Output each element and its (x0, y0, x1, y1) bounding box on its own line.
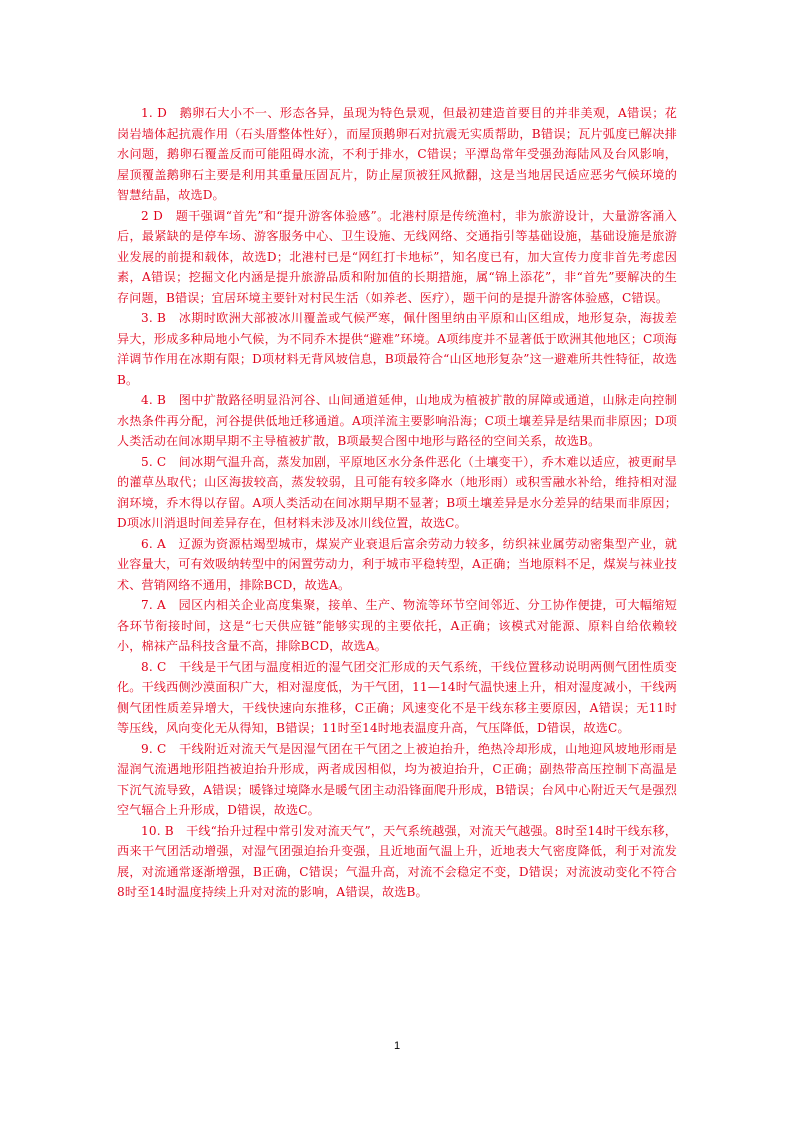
answer-6-explanation: 6. A 辽源为资源枯竭型城市，煤炭产业衰退后富余劳动力较多，纺织袜业属劳动密集型产业，就业容量大，可有效吸纳转型中的闲置劳动力，利于城市平稳转型，A正确；当地原料不足，煤炭与袜业技术、营销网络不通用，排除BCD，故选A。 (117, 536, 677, 592)
answer-2-explanation: 2 D 题干强调“首先”和“提升游客体验感”。北港村原是传统渔村，非为旅游设计，大量游客涌入后，最紧缺的是停车场、游客服务中心、卫生设施、无线网络、交通指引等基础设施，基础设施是旅游业发展的前提和载体，故选D；北港村已是“网红打卡地标”，知名度已有，加大宣传力度非首先考虑因素，A错误；挖掘文化内涵是提升旅游品质和附加值的长期措施，属“锦上添花”，非“首先”要解决的生存问题，B错误；宜居环境主要针对村民生活（如养老、医疗），题干问的是提升游客体验感，C错误。 (117, 208, 677, 305)
answer-8-explanation: 8. C 干线是干气团与温度相近的湿气团交汇形成的天气系统，干线位置移动说明两侧气团性质变化。干线西侧沙漠面积广大，相对湿度低，为干气团，11—14时气温快速上升，相对湿度减小，干线两侧气团性质差异增大，干线快速向东推移，C正确；风速变化不是干线东移主要原因，A错误；无11时等压线，风向变化无从得知，B错误；11时至14时地表温度升高，气压降低，D错误，故选C。 (117, 659, 677, 735)
answer-4-explanation: 4. B 图中扩散路径明显沿河谷、山间通道延伸，山地成为植被扩散的屏障或通道，山脉走向控制水热条件再分配，河谷提供低地迁移通道。A项洋流主要影响沿海；C项土壤差异是结果而非原因；D项人类活动在间冰期早期不主导植被扩散，B项最契合图中地形与路径的空间关系，故选B。 (117, 393, 677, 448)
answer-7-explanation: 7. A 园区内相关企业高度集聚，接单、生产、物流等环节空间邻近、分工协作便捷，可大幅缩短各环节衔接时间，这是“七天供应链”能够实现的主要依托，A正确；该模式对能源、原料自给依赖较小，棉袜产品科技含量不高，排除BCD，故选A。 (117, 598, 677, 653)
answer-explanations (117, 103, 677, 903)
answer-3-explanation: 3. B 冰期时欧洲大部被冰川覆盖或气候严寒，佩什图里纳由平原和山区组成，地形复杂，海拔差异大，形成多种局地小气候，为不同乔木提供“避难”环境。A项纬度并不显著低于欧洲其他地区；C项海洋调节作用在冰期有限；D项材料无背风坡信息，B项最符合“山区地形复杂”这一避难所共性特征，故选B。 (117, 311, 677, 387)
answer-1-explanation: 1. D 鹅卵石大小不一、形态各异，虽现为特色景观，但最初建造首要目的并非美观，A错误；花岗岩墙体起抗震作用（石头厝整体性好），而屋顶鹅卵石对抗震无实质帮助，B错误；瓦片弧度已解决排水问题，鹅卵石覆盖反而可能阻碍水流，不利于排水，C错误；平潭岛常年受强劲海陆风及台风影响，屋顶覆盖鹅卵石主要是利用其重量压固瓦片，防止屋顶被狂风掀翻，这是当地居民适应恶劣气候环境的智慧结晶，故选D。 (117, 106, 677, 202)
answer-9-explanation: 9. C 干线附近对流天气是因湿气团在干气团之上被迫抬升，绝热冷却形成，山地迎风坡地形雨是湿润气流遇地形阻挡被迫抬升形成，两者成因相似，均为被迫抬升，C正确；副热带高压控制下高温是下沉气流导致，A错误；暖锋过境降水是暖气团主动沿锋面爬升形成，B错误；台风中心附近天气是强烈空气辐合上升形成，D错误，故选C。 (117, 741, 677, 817)
page-number: 1 (393, 1040, 401, 1052)
answer-5-explanation: 5. C 间冰期气温升高，蒸发加剧，平原地区水分条件恶化（土壤变干），乔木难以适应，被更耐旱的灌草丛取代；山区海拔较高，蒸发较弱，且可能有较多降水（地形雨）或积雪融水补给，维持相对湿润环境，乔木得以存留。A项人类活动在间冰期早期不显著；B项土壤差异是水分差异的结果而非原因；D项冰川消退时间差异存在，但材料未涉及冰川线位置，故选C。 (117, 454, 677, 530)
answer-10-explanation: 10. B 干线“抬升过程中常引发对流天气”，天气系统越强，对流天气越强。8时至14时干线东移，西来干气团活动增强，对湿气团强迫抬升变强，且近地面气温上升，近地表大气密度降低，利于对流发展，对流通常逐渐增强，B正确，C错误；气温升高，对流不会稳定不变，D错误；对流波动变化不符合8时至14时温度持续上升对对流的影响，A错误，故选B。 (117, 823, 677, 899)
